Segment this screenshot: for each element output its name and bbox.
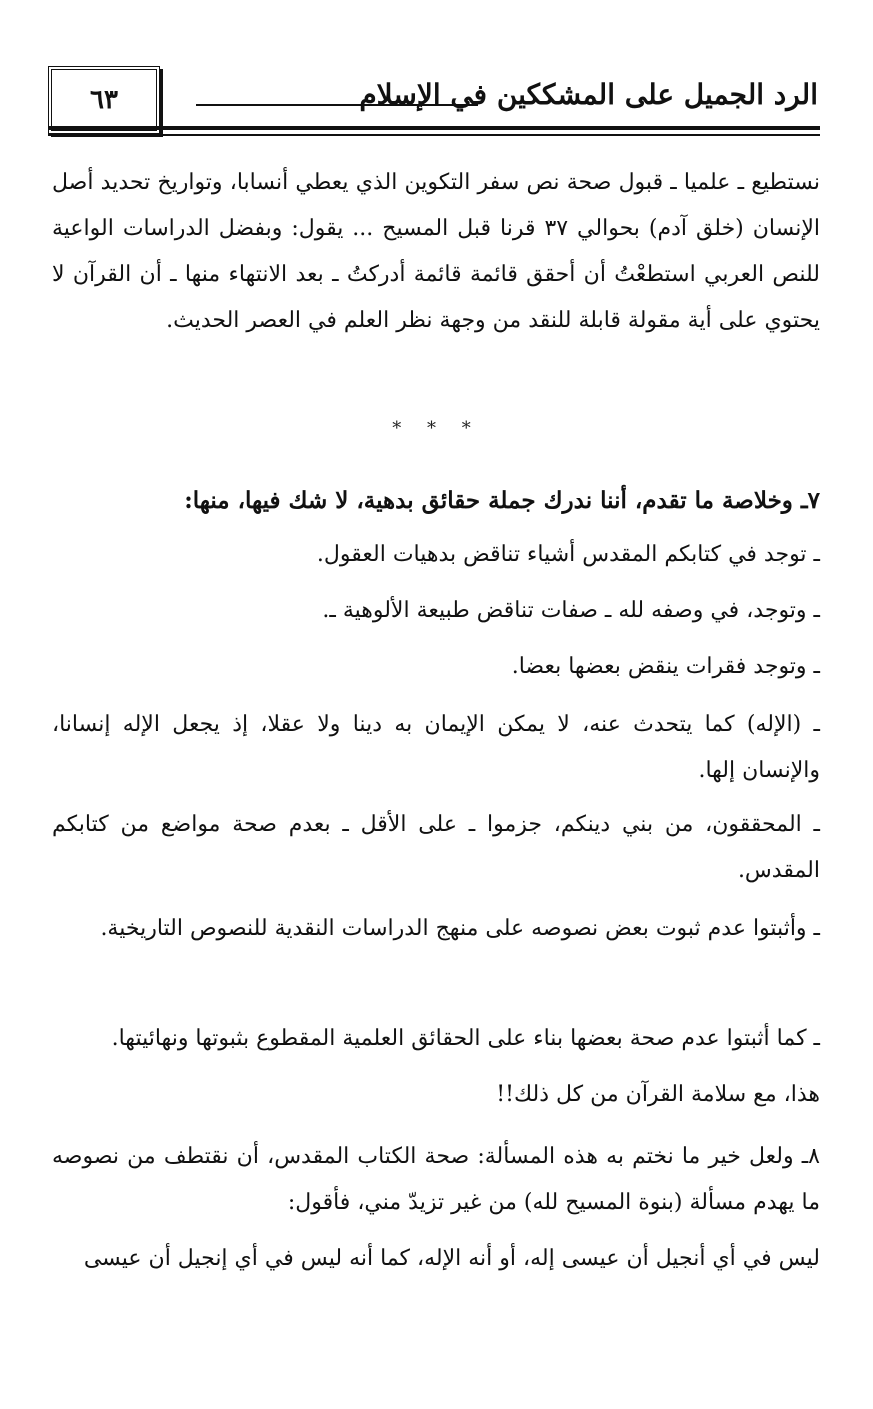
section-separator: * * * bbox=[392, 418, 481, 439]
conclusion-line: هذا، مع سلامة القرآن من كل ذلك!! bbox=[496, 1082, 820, 1107]
bullet-item: ـ وتوجد فقرات ينقض بعضها بعضا. bbox=[511, 654, 820, 679]
bullet-item: ـ وأثبتوا عدم ثبوت بعض نصوصه على منهج الدراسات النقدية للنصوص التاريخية. bbox=[100, 916, 820, 941]
paragraph-intro: نستطيع ـ علميا ـ قبول صحة نص سفر التكوين الذي يعطي أنسابا، وتواريخ تحديد أصل الإنسان (خلق آدم) بحوالي ٣٧ قرنا قبل المسيح ... يقول: وبفضل الدراسات الواعية للنص العربي استطعْتُ أن أحقق قائمة قائمة أدركتُ ـ بعد الانتهاء منها ـ أن القرآن لا يحتوي على أية مقولة قابلة للنقد من وجهة نظر العلم في العصر الحديث. bbox=[52, 170, 820, 333]
last-line: ليس في أي أنجيل أن عيسى إله، أو أنه الإله، كما أنه ليس في أي إنجيل أن عيسى bbox=[83, 1246, 820, 1271]
book-title: الرد الجميل على المشككين في الإسلام bbox=[359, 78, 818, 111]
bullet-item: ـ وتوجد، في وصفه لله ـ صفات تناقض طبيعة الألوهية ـ. bbox=[322, 598, 820, 623]
header-divider bbox=[48, 126, 820, 136]
bullet-item: ـ توجد في كتابكم المقدس أشياء تناقض بدهيات العقول. bbox=[316, 542, 820, 567]
page-number: ٦٣ bbox=[48, 66, 160, 134]
bullet-item: ـ (الإله) كما يتحدث عنه، لا يمكن الإيمان به دينا ولا عقلا، إذ يجعل الإله إنسانا، والإنسان إلها. bbox=[52, 712, 820, 783]
point-7-heading: ٧ـ وخلاصة ما تقدم، أننا ندرك جملة حقائق بدهية، لا شك فيها، منها: bbox=[184, 487, 820, 514]
point-8-paragraph: ٨ـ ولعل خير ما نختم به هذه المسألة: صحة الكتاب المقدس، أن نقتطف من نصوصه ما يهدم مسألة (بنوة المسيح لله) من غير تزيدّ مني، فأقول: bbox=[52, 1144, 820, 1215]
bullet-item: ـ كما أثبتوا عدم صحة بعضها بناء على الحقائق العلمية المقطوع بثبوتها ونهائيتها. bbox=[111, 1026, 820, 1051]
bullet-item: ـ المحققون، من بني دينكم، جزموا ـ على الأقل ـ بعدم صحة مواضع من كتابكم المقدس. bbox=[52, 812, 820, 883]
